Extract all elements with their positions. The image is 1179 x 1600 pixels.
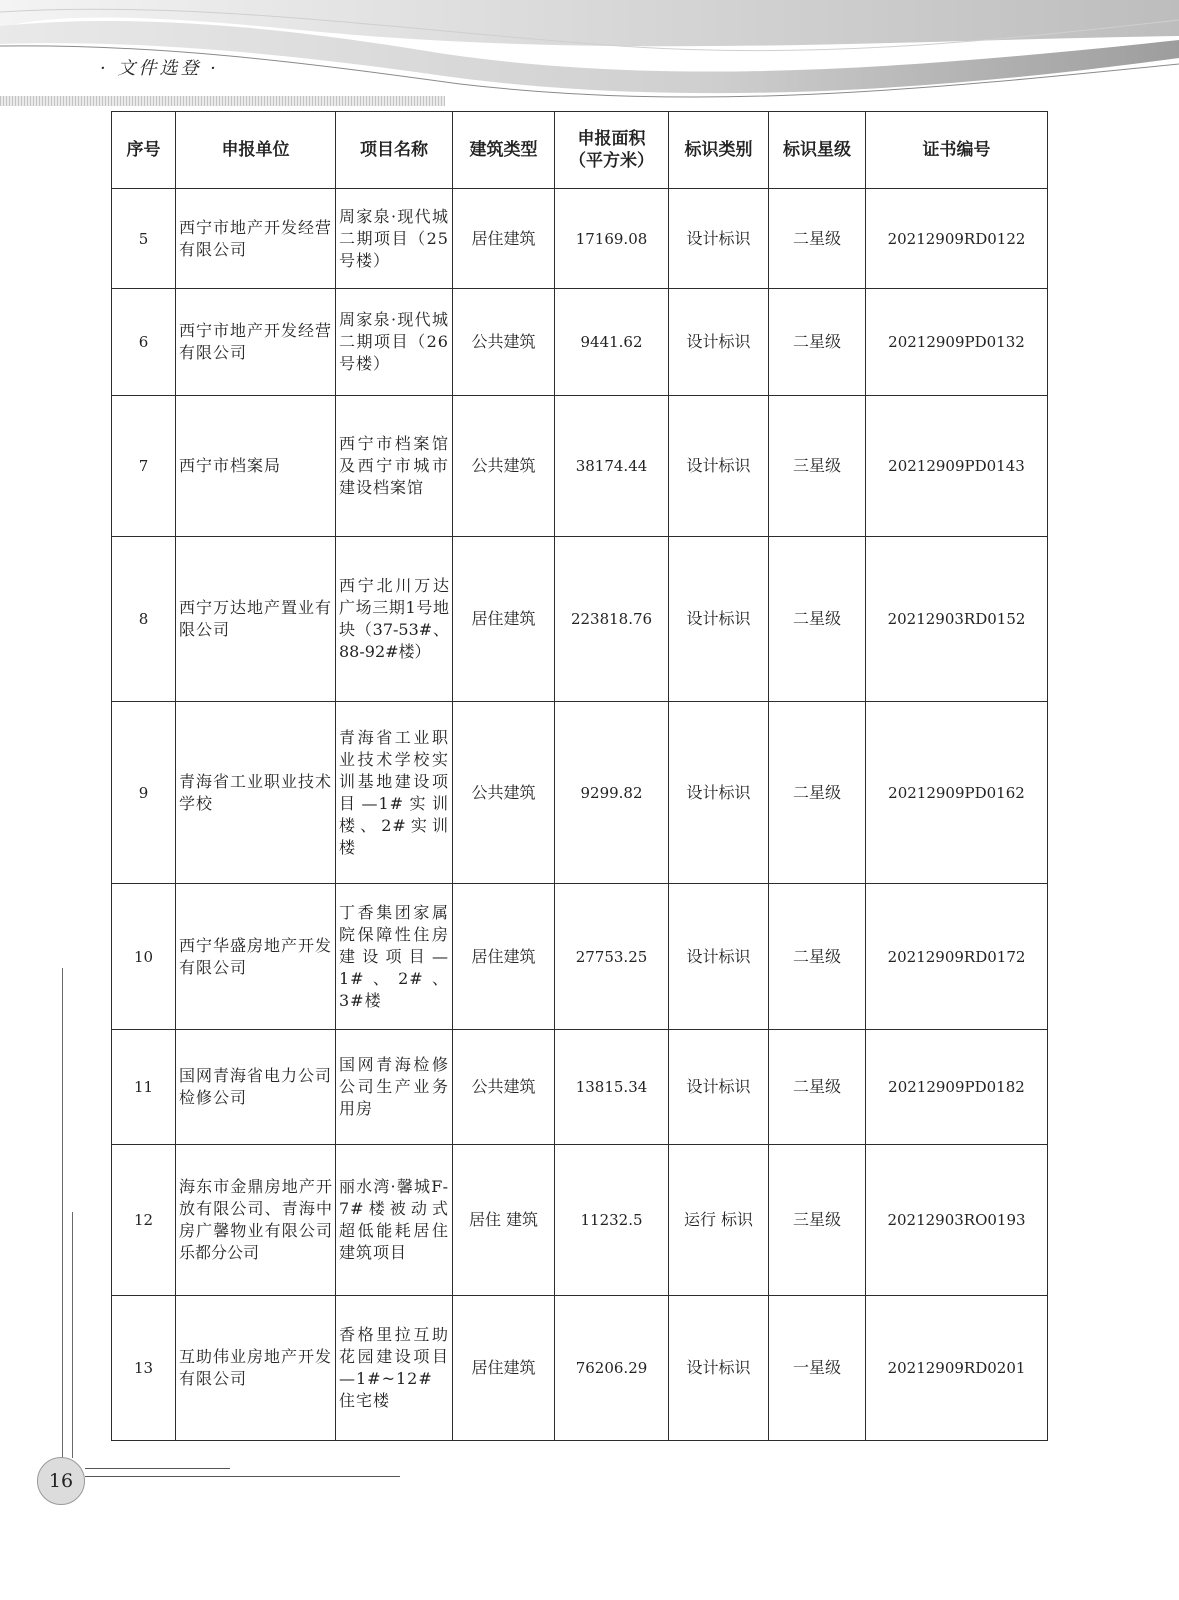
cell-type: 公共建筑 xyxy=(453,396,555,537)
cell-star: 三星级 xyxy=(769,396,866,537)
cell-category: 设计标识 xyxy=(669,537,769,702)
table-row xyxy=(112,396,1048,537)
cell-area: 9299.82 xyxy=(555,702,669,884)
cell-category: 设计标识 xyxy=(669,189,769,289)
cell-unit: 西宁市档案局 xyxy=(176,396,336,537)
cell-category: 设计标识 xyxy=(669,702,769,884)
table-row xyxy=(112,289,1048,396)
cell-star: 二星级 xyxy=(769,537,866,702)
cell-cert: 20212909PD0162 xyxy=(866,702,1048,884)
table-row xyxy=(112,537,1048,702)
cell-project: 西宁北川万达广场三期1号地块（37-53#、88-92#楼） xyxy=(336,537,453,702)
cell-unit: 西宁万达地产置业有限公司 xyxy=(176,537,336,702)
table-row xyxy=(112,1296,1048,1441)
cell-project: 周家泉·现代城二期项目（26号楼） xyxy=(336,289,453,396)
cell-area: 223818.76 xyxy=(555,537,669,702)
margin-line xyxy=(72,1212,73,1458)
cell-project: 丁香集团家属院保障性住房建设项目—1#、2#、3#楼 xyxy=(336,884,453,1030)
cell-area: 27753.25 xyxy=(555,884,669,1030)
cell-unit: 国网青海省电力公司检修公司 xyxy=(176,1030,336,1145)
cell-area: 38174.44 xyxy=(555,396,669,537)
page-number: 16 xyxy=(37,1457,85,1505)
cell-type: 居住建筑 xyxy=(453,189,555,289)
cell-type: 公共建筑 xyxy=(453,1030,555,1145)
cell-type: 居住建筑 xyxy=(453,537,555,702)
cell-type: 公共建筑 xyxy=(453,702,555,884)
cell-no: 5 xyxy=(112,189,176,289)
cell-cert: 20212903RO0193 xyxy=(866,1145,1048,1296)
cell-type: 居住建筑 xyxy=(453,884,555,1030)
cell-project: 西宁市档案馆及西宁市城市建设档案馆 xyxy=(336,396,453,537)
section-title: · 文件选登 · xyxy=(100,58,219,79)
cell-no: 11 xyxy=(112,1030,176,1145)
cell-area: 13815.34 xyxy=(555,1030,669,1145)
cell-project: 周家泉·现代城二期项目（25号楼） xyxy=(336,189,453,289)
col-header-unit: 申报单位 xyxy=(176,112,336,189)
cell-area: 17169.08 xyxy=(555,189,669,289)
cell-area: 76206.29 xyxy=(555,1296,669,1441)
cell-category: 设计标识 xyxy=(669,289,769,396)
cell-cert: 20212903RD0152 xyxy=(866,537,1048,702)
cell-project: 青海省工业职业技术学校实训基地建设项目—1#实训楼、2#实训楼 xyxy=(336,702,453,884)
cell-unit: 西宁市地产开发经营有限公司 xyxy=(176,289,336,396)
cell-cert: 20212909PD0182 xyxy=(866,1030,1048,1145)
cell-category: 设计标识 xyxy=(669,396,769,537)
cell-area: 11232.5 xyxy=(555,1145,669,1296)
cell-no: 13 xyxy=(112,1296,176,1441)
table-row xyxy=(112,1030,1048,1145)
margin-line xyxy=(62,968,63,1458)
col-header-type: 建筑类型 xyxy=(453,112,555,189)
cell-no: 7 xyxy=(112,396,176,537)
table-row xyxy=(112,1145,1048,1296)
cell-category: 运行 标识 xyxy=(669,1145,769,1296)
cell-unit: 互助伟业房地产开发有限公司 xyxy=(176,1296,336,1441)
col-header-no: 序号 xyxy=(112,112,176,189)
cell-cert: 20212909PD0143 xyxy=(866,396,1048,537)
cell-star: 三星级 xyxy=(769,1145,866,1296)
col-header-area-line2: （平方米） xyxy=(569,151,654,171)
cell-cert: 20212909PD0132 xyxy=(866,289,1048,396)
cell-type: 公共建筑 xyxy=(453,289,555,396)
cell-unit: 青海省工业职业技术学校 xyxy=(176,702,336,884)
table-row xyxy=(112,884,1048,1030)
cell-area: 9441.62 xyxy=(555,289,669,396)
footer-rule xyxy=(85,1468,230,1469)
header-dotted-bar xyxy=(0,96,445,106)
col-header-cert: 证书编号 xyxy=(866,112,1048,189)
cell-star: 二星级 xyxy=(769,884,866,1030)
cell-unit: 西宁华盛房地产开发有限公司 xyxy=(176,884,336,1030)
table-row xyxy=(112,189,1048,289)
cell-no: 10 xyxy=(112,884,176,1030)
cell-star: 二星级 xyxy=(769,702,866,884)
cell-cert: 20212909RD0201 xyxy=(866,1296,1048,1441)
col-header-area-line1: 申报面积 xyxy=(577,129,646,149)
cell-no: 8 xyxy=(112,537,176,702)
cell-category: 设计标识 xyxy=(669,884,769,1030)
col-header-category: 标识类别 xyxy=(669,112,769,189)
cell-cert: 20212909RD0122 xyxy=(866,189,1048,289)
cell-project: 香格里拉互助花园建设项目—1#~12#住宅楼 xyxy=(336,1296,453,1441)
cell-project: 国网青海检修公司生产业务用房 xyxy=(336,1030,453,1145)
cell-type: 居住建筑 xyxy=(453,1296,555,1441)
cell-no: 9 xyxy=(112,702,176,884)
col-header-project: 项目名称 xyxy=(336,112,453,189)
col-header-area xyxy=(555,112,669,189)
cell-star: 二星级 xyxy=(769,1030,866,1145)
cell-category: 设计标识 xyxy=(669,1296,769,1441)
table-row xyxy=(112,702,1048,884)
cell-project: 丽水湾·馨城F-7#楼被动式超低能耗居住建筑项目 xyxy=(336,1145,453,1296)
cell-cert: 20212909RD0172 xyxy=(866,884,1048,1030)
table-header-row xyxy=(112,112,1048,189)
cell-type: 居住 建筑 xyxy=(453,1145,555,1296)
cell-no: 6 xyxy=(112,289,176,396)
cell-unit: 西宁市地产开发经营有限公司 xyxy=(176,189,336,289)
cell-star: 一星级 xyxy=(769,1296,866,1441)
col-header-star: 标识星级 xyxy=(769,112,866,189)
cell-star: 二星级 xyxy=(769,289,866,396)
certification-table xyxy=(111,111,1048,1441)
cell-no: 12 xyxy=(112,1145,176,1296)
cell-star: 二星级 xyxy=(769,189,866,289)
footer-rule xyxy=(85,1476,400,1477)
cell-category: 设计标识 xyxy=(669,1030,769,1145)
cell-unit: 海东市金鼎房地产开放有限公司、青海中房广馨物业有限公司乐都分公司 xyxy=(176,1145,336,1296)
